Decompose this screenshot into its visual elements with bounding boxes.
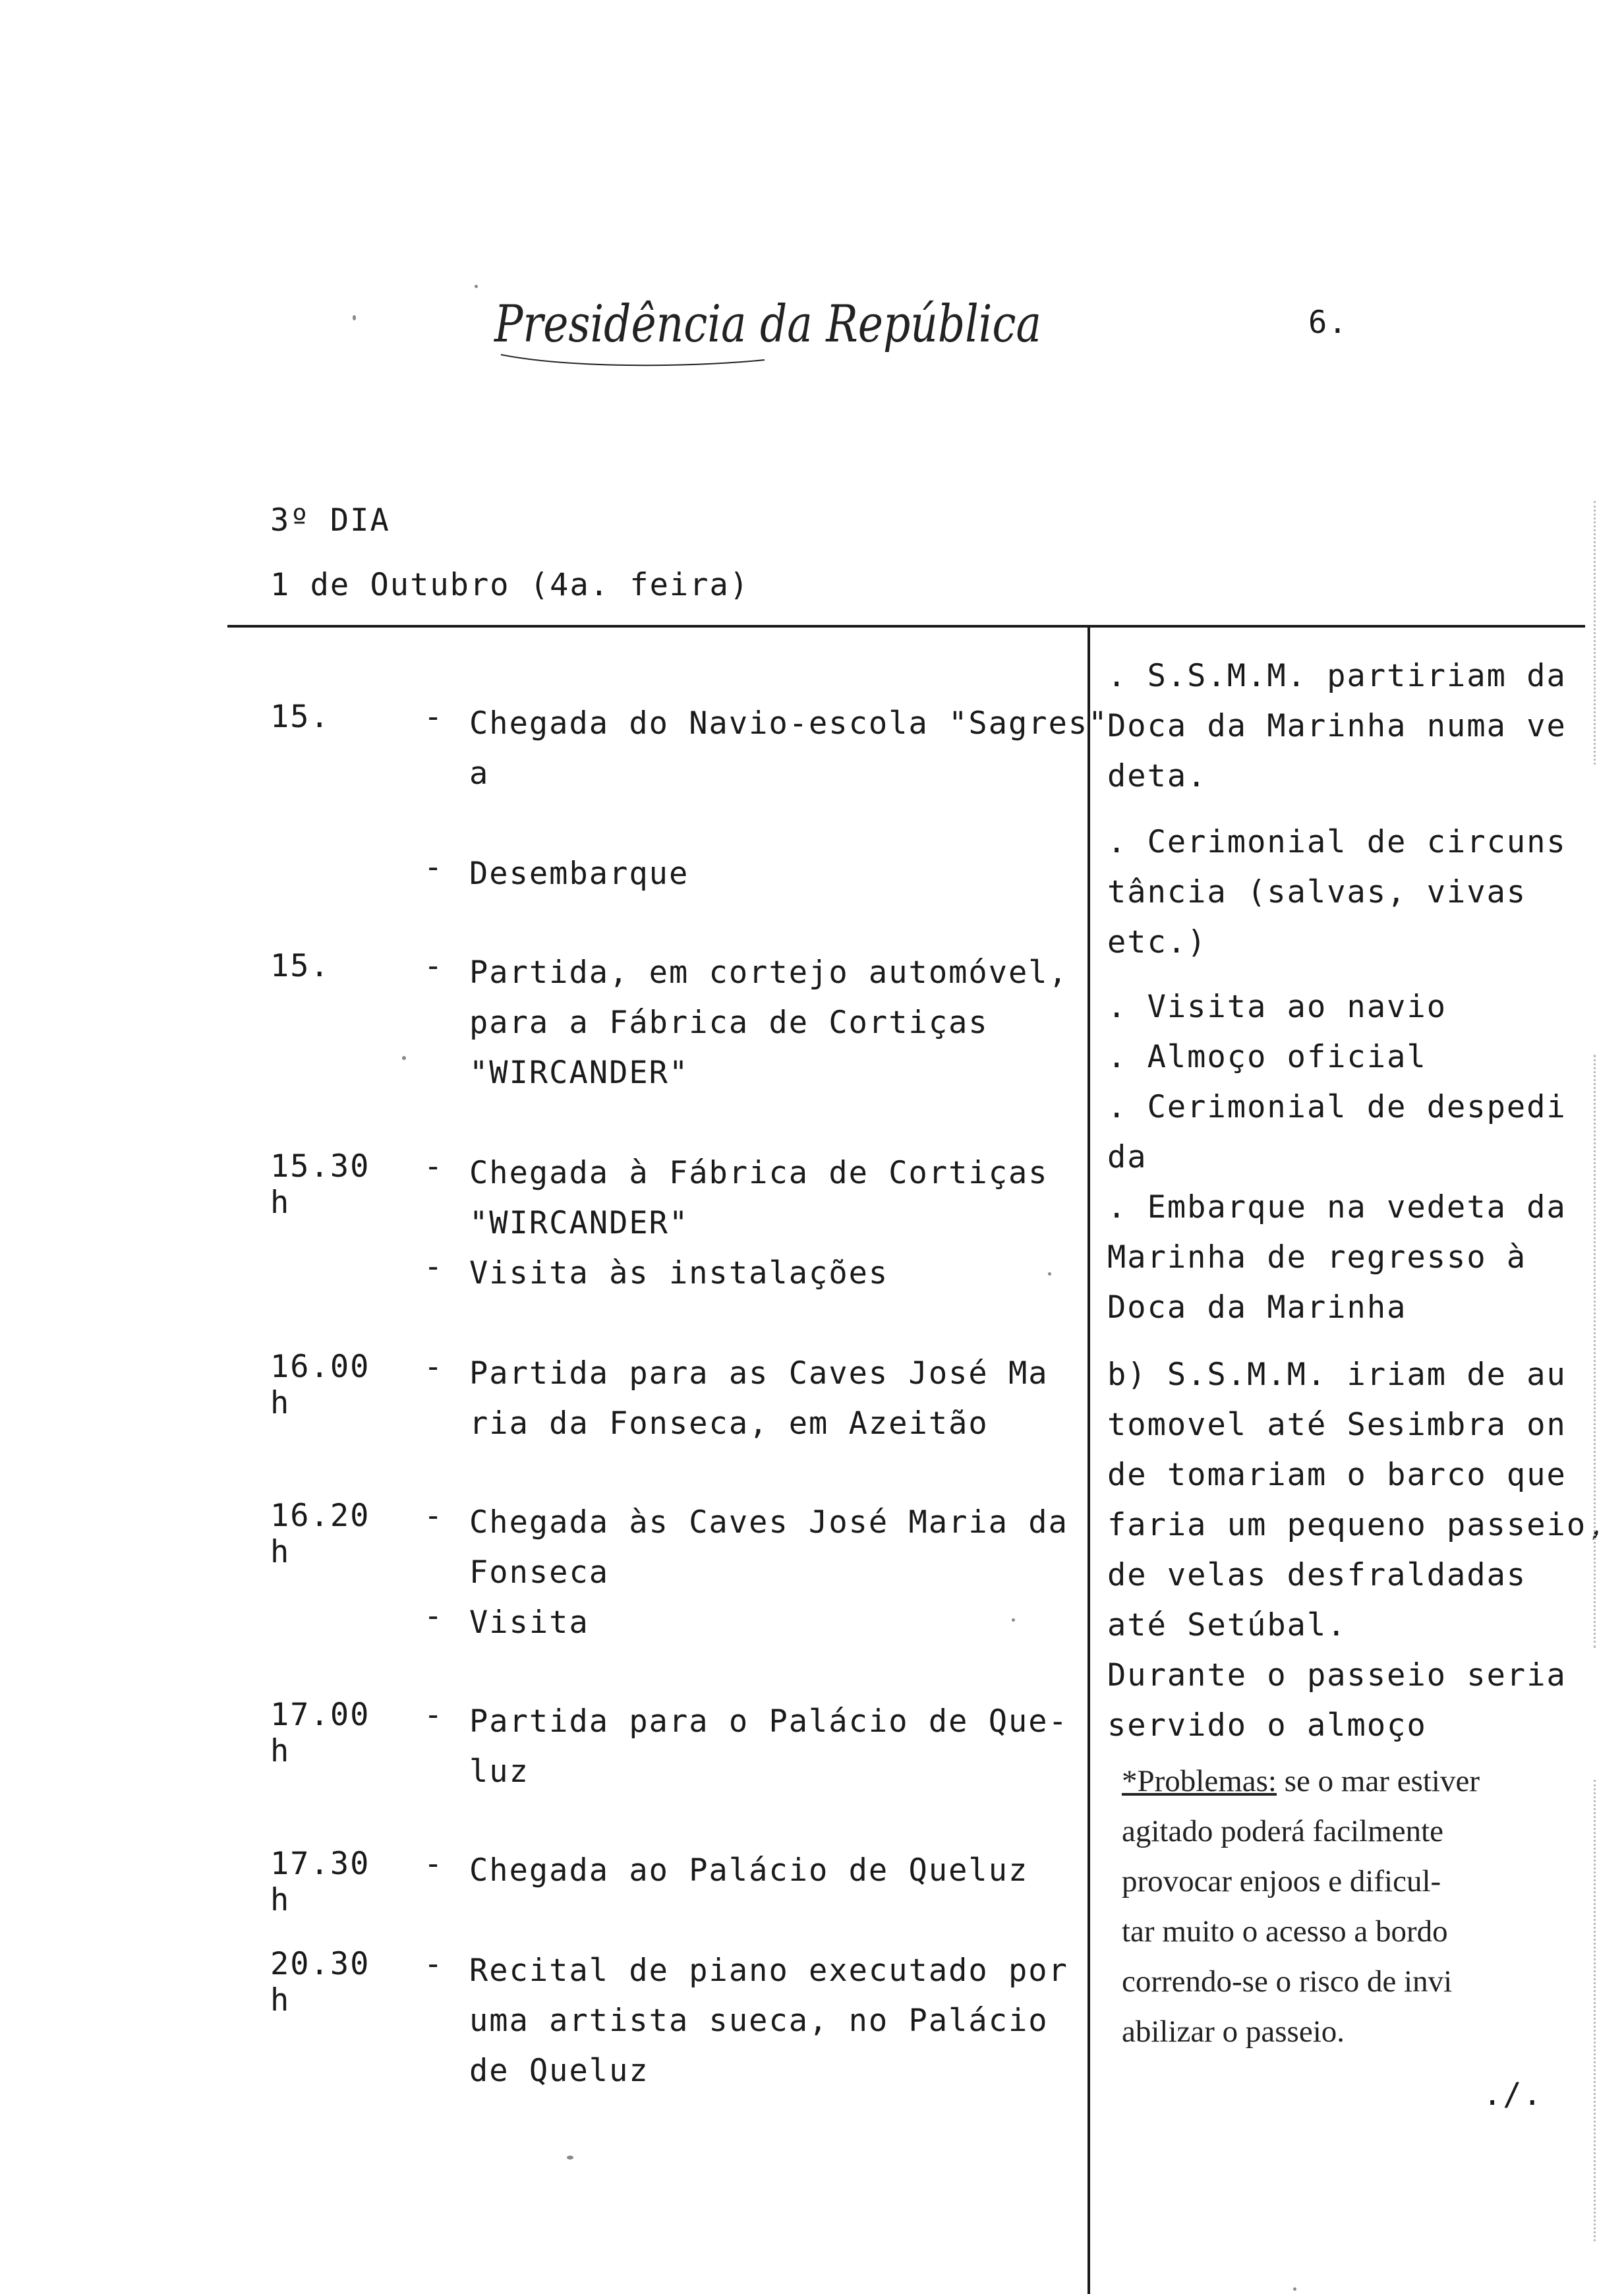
continuation-mark: ./.: [1483, 2076, 1543, 2113]
entry-dash: -: [424, 1148, 444, 1185]
day-heading: 3º DIA: [270, 502, 390, 539]
entry-text: [469, 1498, 1068, 1598]
note-line: . S.S.M.M. partiriam da: [1107, 658, 1567, 694]
entry-time: 17.00 h: [270, 1697, 370, 1769]
entry-text: [469, 1846, 1028, 1896]
entry-line: Visita: [469, 1604, 589, 1641]
note-line: de tomariam o barco que: [1107, 1457, 1567, 1493]
date-line: 1 de Outubro (4a. feira): [270, 567, 750, 603]
entry-line: Chegada do Navio-escola "Sagres": [469, 705, 1109, 742]
entry-line: Partida, em cortejo automóvel,: [469, 955, 1068, 991]
entry-line: para a Fábrica de Cortiças: [469, 1005, 989, 1041]
entry-time: 17.30 h: [270, 1846, 370, 1918]
scan-speck: [402, 1056, 406, 1060]
entry-time: 15.30 h: [270, 1148, 370, 1221]
scan-speck: [1048, 1272, 1051, 1276]
entry-time: 20.30 h: [270, 1946, 370, 2018]
entry-dash: -: [424, 1946, 444, 1982]
entry-line: Partida para o Palácio de Que-: [469, 1703, 1068, 1740]
page-number: 6.: [1308, 305, 1348, 341]
problems-line: tar muito o acesso a bordo: [1122, 1914, 1448, 1949]
note-line: tomovel até Sesimbra on: [1107, 1407, 1567, 1443]
entry-dash: -: [424, 1498, 444, 1534]
note-line: tância (salvas, vivas: [1107, 874, 1527, 910]
scan-edge-dots: [1594, 1055, 1598, 1648]
entry-line: luz: [469, 1753, 529, 1790]
scan-edge-dots: [1594, 1780, 1598, 2241]
scan-speck: [475, 285, 478, 288]
entry-dash: -: [424, 1249, 444, 1285]
entry-text: [469, 1697, 1068, 1797]
problems-label: *Problemas:: [1122, 1764, 1277, 1798]
problems-line: agitado poderá facilmente: [1122, 1814, 1444, 1848]
problems-line: provocar enjoos e dificul-: [1122, 1864, 1441, 1898]
entry-line: Recital de piano executado por: [469, 1953, 1068, 1989]
note-line: Durante o passeio seria: [1107, 1657, 1567, 1693]
entry-dash: -: [424, 1697, 444, 1733]
entry-dash: -: [424, 699, 444, 735]
entry-text: [469, 948, 1068, 1098]
scan-speck: [1293, 2287, 1296, 2291]
entry-line: a: [469, 755, 490, 792]
note-line: Doca da Marinha numa ve: [1107, 708, 1567, 744]
scan-speck: [1012, 1618, 1015, 1622]
entry-line: Partida para as Caves José Ma: [469, 1355, 1049, 1392]
entry-line: Chegada ao Palácio de Queluz: [469, 1852, 1029, 1889]
note-line: . Almoço oficial: [1107, 1039, 1427, 1075]
entry-line: uma artista sueca, no Palácio: [469, 2003, 1049, 2039]
entry-time: 15.: [270, 948, 330, 984]
note-line: . Embarque na vedeta da: [1107, 1189, 1567, 1225]
entry-text: [469, 1349, 1049, 1449]
entry-dash: -: [424, 948, 444, 984]
scan-speck: [567, 2156, 573, 2160]
entry-text: [469, 1249, 888, 1299]
note-line: etc.): [1107, 924, 1207, 960]
note-line: servido o almoço: [1107, 1707, 1427, 1744]
note-line: da: [1107, 1139, 1147, 1175]
entry-dash: -: [424, 1349, 444, 1385]
note-line: de velas desfraldadas: [1107, 1557, 1527, 1593]
problems-line: se o mar estiver: [1276, 1764, 1480, 1798]
note-line: deta.: [1107, 758, 1207, 794]
note-line: até Setúbal.: [1107, 1607, 1347, 1643]
letterhead-text: Presidência da República: [493, 295, 1041, 354]
note-line: . Visita ao navio: [1107, 989, 1447, 1025]
entry-line: Fonseca: [469, 1554, 610, 1591]
entry-line: ria da Fonseca, em Azeitão: [469, 1405, 989, 1442]
note-line: b) S.S.M.M. iriam de au: [1107, 1357, 1567, 1393]
problems-line: correndo-se o risco de invi: [1122, 1964, 1453, 1999]
entry-line: Visita às instalações: [469, 1255, 889, 1291]
note-line: faria um pequeno passeio,: [1107, 1507, 1607, 1543]
entry-text: [469, 1148, 1049, 1249]
entry-time: 16.00 h: [270, 1349, 370, 1421]
entry-text: [469, 1946, 1068, 2096]
entry-dash: -: [424, 1846, 444, 1882]
entry-line: Chegada à Fábrica de Cortiças: [469, 1155, 1049, 1191]
entry-text: [469, 699, 1108, 799]
entry-line: Desembarque: [469, 856, 689, 892]
scan-edge-dots: [1594, 501, 1598, 765]
entry-line: "WIRCANDER": [469, 1055, 689, 1091]
column-divider: [1088, 625, 1090, 2294]
note-line: . Cerimonial de despedi: [1107, 1089, 1567, 1125]
entry-text: [469, 849, 689, 899]
entry-line: Chegada às Caves José Maria da: [469, 1504, 1068, 1541]
problems-note: [1122, 1756, 1480, 2057]
entry-time: 16.20 h: [270, 1498, 370, 1570]
entry-dash: -: [424, 1598, 444, 1634]
entry-line: de Queluz: [469, 2053, 649, 2089]
problems-line: abilizar o passeio.: [1122, 2015, 1345, 2049]
note-line: . Cerimonial de circuns: [1107, 824, 1567, 860]
note-line: Doca da Marinha: [1107, 1289, 1407, 1326]
note-line: Marinha de regresso à: [1107, 1239, 1527, 1276]
entry-text: [469, 1598, 589, 1648]
notes-column: [1107, 0, 1607, 2294]
entry-line: "WIRCANDER": [469, 1205, 689, 1241]
entry-dash: -: [424, 849, 444, 885]
entry-time: 15.: [270, 699, 330, 735]
scan-speck: [353, 315, 356, 320]
